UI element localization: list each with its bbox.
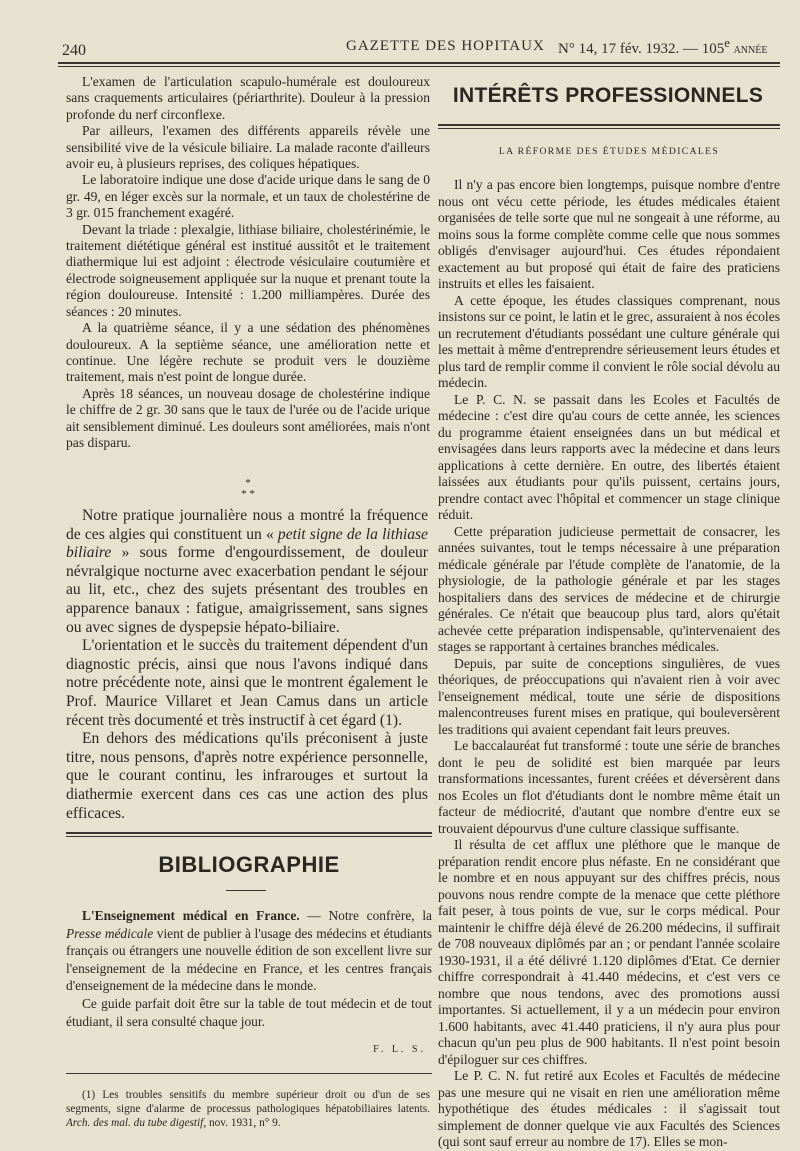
issue-text: N° 14, 17 fév. 1932. — 105: [558, 41, 725, 57]
paragraph: Cette préparation judicieuse permettait de consacrer, les années suivantes, tout le temps nécessaire à une préparation médicale générale par l'étude complète de l'anatomie, de la physiologie, de la pathologie générale et par les stages hospitaliers dans des services de médecine et de chirurgie générales. Ce n'était que beaucoup plus tard, alors qu'était achevée cette préparation indispensable, qu'intervenaient des stages se rapportant à certaines branches médicales.: [438, 523, 780, 654]
paragraph: Depuis, par suite de conceptions singulières, de vues théoriques, de préoccupations qui n'avaient rien à voir avec l'enseignement médical, toute une série de dispositions malencontreuses furent mises en pratique, qui bouleversèrent les traditions qui avaient cependant fait leurs preuves.: [438, 655, 780, 737]
bibliographie-entry: [66, 907, 432, 1030]
paragraph: Il résulta de cet afflux une pléthore que le manque de préparation rendit encore plus néfaste. En ne considérant que le nombre et en nous appuyant sur des chiffres précis, nous pouvons nous rendre compte de la menace que cette pléthore fait peser, à tous points de vue, sur le corps médical. Pour maintenir le chiffre déjà élevé de 26.200 médecins, il suffirait de 708 nouveaux diplômés par an ; or pendant l'année scolaire 1930-1931, il a été délivré 1.120 diplômes d'Etat. Ce dernier chiffre correspondrait à 41.440 médecins, et c'est vers ce nombre que nous tendons, avec des promotions aussi importantes. Si actuellement, il y a un médecin pour environ 1.600 habitants, avec 41.440 praticiens, il n'y aura plus pour chacun qu'un peu plus de 900 habitants. Il n'est point besoin d'épiloguer sur ces chiffres.: [438, 837, 780, 1067]
paragraph: A cette époque, les études classiques comprenant, nous insistons sur ce point, le latin et le grec, assuraient à nos écoles un recrutement d'étudiants possédant une culture générale qui les mettait à même d'entreprendre sérieusement leurs études et plus tard de remplir comme il convient le rôle social dévolu au médecin.: [438, 292, 781, 390]
paragraph: Le baccalauréat fut transformé : toute une série de branches dont le peu de solidité est bien marquée par leurs transformations incessantes, furent créées et déversèrent dans nos Ecoles un flot d'étudiants dont le nombre même était un facteur de médiocrité, d'autant que nombre d'entre eux se trouvaient dépourvus d'une culture classique suffisante.: [438, 738, 780, 836]
paragraph: [66, 907, 432, 995]
interets-heading: INTÉRÊTS PROFESSIONNELS: [452, 84, 764, 107]
bibliographie-heading: BIBLIOGRAPHIE: [158, 852, 340, 877]
issue-tail: ANNÉE: [733, 45, 768, 56]
issue-info: [558, 36, 767, 58]
text: — Notre confrère, la: [299, 908, 432, 923]
italic-phrase: petit signe de la lithiase biliaire: [66, 525, 428, 562]
header-rule-thin: [58, 66, 780, 67]
paragraph: A la quatrième séance, il y a une sédation des phénomènes douloureux. A la septième séance, une amélioration nette et continue. Une légère rechute se produit vers le douzième traitement, mais n'est point de longue durée.: [66, 320, 430, 385]
paragraph: Devant la triade : plexalgie, lithiase biliaire, cholestérinémie, le traitement diététique général est institué aussitôt et le traitement diathermique lui est adjoint : électrode vésiculaire coutumière et électrode soigneusement appliquée sur la nuque et prenant toute la région douloureuse. Intensité : 1.200 milliampères. Durée des séances : 20 minutes.: [66, 221, 430, 319]
article-subheading: LA RÉFORME DES ÉTUDES MÉDICALES: [498, 146, 720, 157]
left-column-case: [66, 74, 430, 451]
heading-underline: [226, 890, 266, 891]
paragraph: Par ailleurs, l'examen des différents appareils révèle une sensibilité vive de la vésicule biliaire. La malade raconte d'ailleurs avoir eu, à plusieurs reprises, des coliques hépatiques.: [66, 123, 430, 172]
paragraph: Le P. C. N. fut retiré aux Ecoles et Facultés de médecine pas une mesure qui ne visait en rien une amélioration même hypothétique des études médicales : il s'agissait tout simplement de donner quelque vie aux Facultés des Sciences (qui sont sauf erreur au nombre de 17). Elles se mon-: [438, 1068, 780, 1149]
paragraph: L'examen de l'articulation scapulo-humérale est douloureux sans craquements articulaires (périarthrite). Douleur à la pression profonde du nerf circonflexe.: [66, 74, 430, 122]
paragraph: Le P. C. N. se passait dans les Ecoles et Facultés de médecine : c'est dire qu'au cours de cette année, les sciences du programme étaient enseignées dans un but médical et envisagées dans leurs rapports avec la médecine et dans leurs applications à cette dernière. En outre, des libertés étaient laissées aux étudiants pour qu'ils puissent, certains jours, prendre contact avec l'hôpital et commencer un stage clinique réduit.: [438, 391, 780, 522]
section-rule-thin: [66, 836, 432, 837]
section-rule-thin: [438, 128, 780, 129]
italic-citation: Arch. des mal. du tube digestif: [66, 1117, 204, 1129]
star-top: *: [245, 477, 251, 489]
footnote-text: [66, 1088, 430, 1130]
paragraph: Ce guide parfait doit être sur la table de tout médecin et de tout étudiant, il sera consulté chaque jour.: [66, 995, 432, 1029]
paragraph: Il n'y a pas encore bien longtemps, puisque nombre d'entre nous ont vécu cette période, les études médicales étaient organisées de telle sorte que nul ne songeait à une réforme, au moins sous la forme complète comme celle que nous sommes obligés d'envisager aujourd'hui. Ces études répondaient exactement au but proposé qui était de faire des praticiens instruits et elles les faisaient.: [438, 177, 780, 291]
section-separator-stars: [66, 478, 430, 500]
right-column-article: [438, 177, 780, 1151]
issue-superscript: e: [724, 36, 730, 50]
paragraph: Après 18 séances, un nouveau dosage de cholestérine indique le chiffre de 2 gr. 30 sans que le taux de l'urée ou de l'acide urique ait sensiblement diminué. Les douleurs sont améliorées, mais n'ont pas disparu.: [66, 385, 430, 450]
page-number: 240: [62, 42, 86, 59]
paragraph: L'orientation et le succès du traitement dépendent d'un diagnostic précis, ainsi que nous l'avons indiqué dans notre précédente note, ainsi que le montrent également le Prof. Maurice Villaret et Jean Camus dans un article récent très documenté et très instructif à cet égard (1).: [66, 637, 428, 729]
header-rule: [58, 62, 780, 64]
section-rule: [66, 832, 432, 834]
left-column-conclusion: [66, 507, 428, 823]
text: » sous forme d'engourdissement, de douleur névralgique nocturne avec exacerbation pendant le séjour au lit, etc., chez des sujets présentant des troubles en apparence banaux : fatigue, amaigrissement, sans signes ou avec signes de dyspepsie hépato-biliaire.: [66, 544, 428, 636]
italic-phrase: Presse médicale: [66, 925, 154, 941]
signature: F. L. S.: [373, 1044, 426, 1055]
paragraph: Le laboratoire indique une dose d'acide urique dans le sang de 0 gr. 49, en léger excès sur la normale, et un taux de cholestérine de 3 gr. 015 franchement exagéré.: [66, 172, 430, 221]
running-header: [58, 34, 778, 60]
journal-title: GAZETTE DES HOPITAUX: [346, 38, 545, 54]
text: (1) Les troubles sensitifs du membre supérieur droit ou d'un de ses segments, signe d'alarme de processus pathologiques hépatobiliaires latents.: [66, 1089, 430, 1115]
paragraph: En dehors des médications qu'ils préconisent à juste titre, nous pensons, d'après notre expérience personnelle, que le courant continu, les infrarouges et surtout la diathermie exercent dans ces cas une action des plus efficaces.: [66, 730, 428, 822]
star-bottom: * *: [241, 488, 255, 500]
entry-title: L'Enseignement médical en France.: [82, 908, 300, 923]
text: vient de publier à l'usage des médecins et étudiants français ou étrangers une nouvelle édition de son excellent livre sur l'enseignement de la médecine en France, et les centres français d'enseignement de la médecine dans le monde.: [66, 925, 432, 994]
text: , nov. 1931, n° 9.: [203, 1117, 281, 1129]
footnote-rule: [66, 1073, 432, 1074]
text: Notre pratique journalière nous a montré la fréquence de ces algies qui constituent un «: [66, 507, 428, 543]
paragraph: [66, 507, 428, 637]
footnote: [66, 1088, 430, 1130]
section-rule: [438, 124, 780, 126]
